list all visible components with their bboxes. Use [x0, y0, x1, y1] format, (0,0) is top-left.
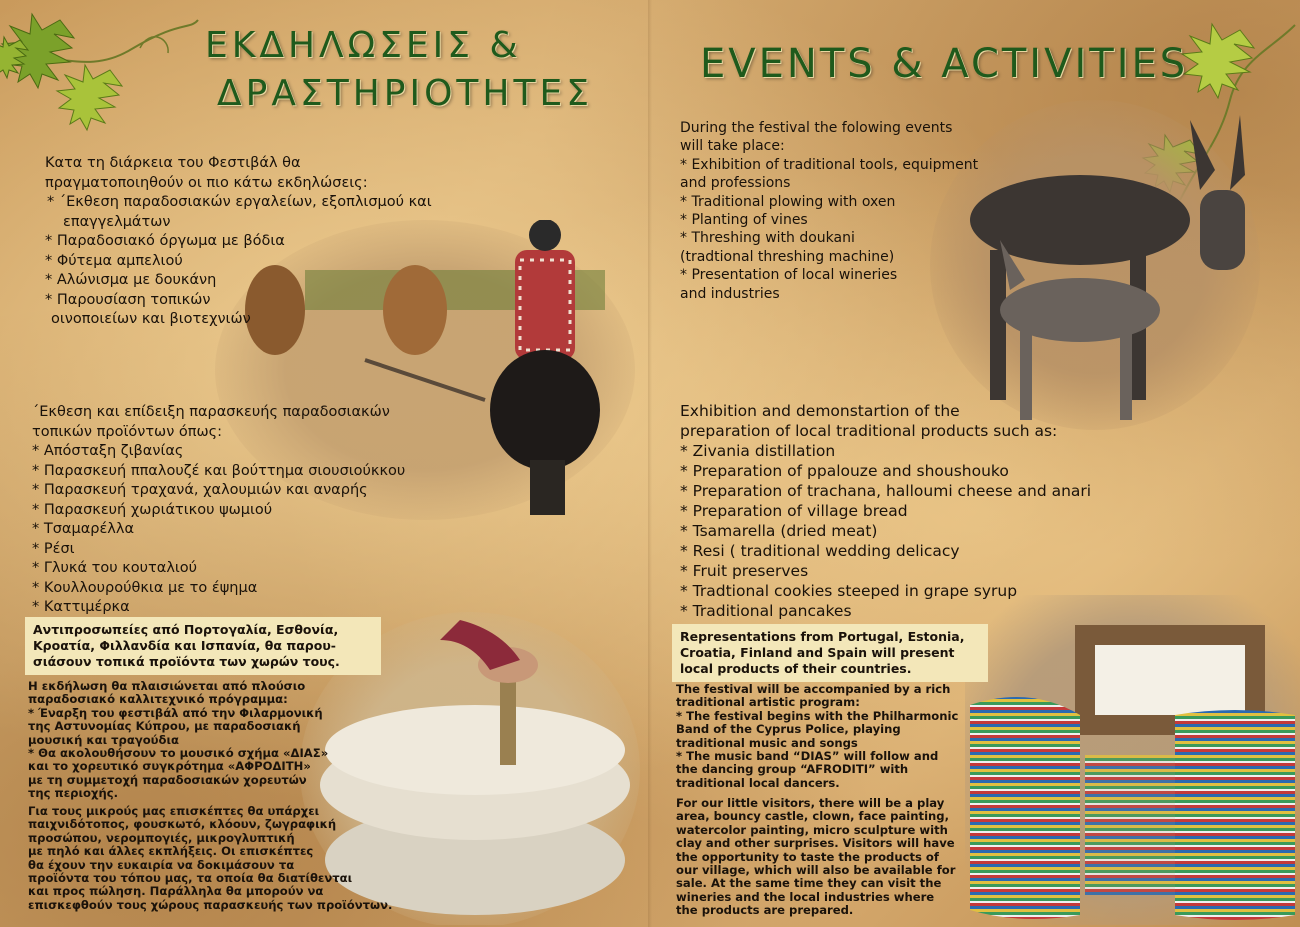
- list-item: * Traditional plowing with oxen: [680, 193, 896, 210]
- list-item: * Presentation of local wineries: [680, 267, 898, 284]
- kids-line: For our little visitors, there will be a play: [676, 796, 945, 810]
- list-item: * Ρέσι: [32, 540, 75, 557]
- program-line: Η εκδήλωση θα πλαισιώνεται από πλούσιο: [28, 679, 306, 693]
- program-line: * The festival begins with the Philharmonic: [676, 708, 959, 723]
- greek-events-list: [45, 154, 432, 330]
- greek-title-line-1: ΕΚΔΗΛΩΣΕΙΣ &: [205, 25, 522, 66]
- greek-representations-box: [25, 617, 381, 675]
- representations-line: Representations from Portugal, Estonia,: [680, 629, 965, 644]
- center-fold: [648, 0, 652, 927]
- list-item: Exhibition and demonstartion of the: [680, 402, 960, 420]
- english-representations-box: [672, 624, 988, 682]
- kids-line: clay and other surprises. Visitors will have: [676, 836, 955, 851]
- program-line: traditional local dancers.: [676, 775, 840, 790]
- list-item: and industries: [680, 285, 780, 302]
- list-item: * Παρασκευή ππαλουζέ και βούττημα σιουσιούκκου: [32, 462, 406, 479]
- list-item: * Preparation of trachana, halloumi cheese and anari: [680, 482, 1092, 500]
- list-item: will take place:: [680, 138, 785, 155]
- greek-events-intro: πραγματοποιηθούν οι πιο κάτω εκδηλώσεις:: [45, 174, 368, 191]
- list-item: * Φύτεμα αμπελιού: [45, 252, 183, 269]
- list-item: επαγγελμάτων: [63, 213, 171, 230]
- program-line: Band of the Cyprus Police, playing: [676, 722, 901, 737]
- greek-products-intro: τοπικών προϊόντων όπως:: [32, 423, 223, 440]
- kids-line: our village, which will also be available for: [676, 863, 956, 878]
- list-item: * Fruit preserves: [680, 562, 809, 580]
- english-events-list: [680, 119, 978, 303]
- program-line: παραδοσιακό καλλιτεχνικό πρόγραμμα:: [28, 692, 288, 707]
- list-item: * Αλώνισμα με δουκάνη: [45, 272, 217, 288]
- list-item: * Resi ( traditional wedding delicacy: [680, 542, 960, 560]
- program-line: traditional artistic program:: [676, 695, 860, 710]
- program-line: the dancing group “AFRODITI” with: [676, 762, 909, 777]
- list-item: * Παραδοσιακό όργωμα με βόδια: [45, 233, 285, 249]
- english-products-list: [680, 401, 1091, 621]
- representations-line: Κροατία, Φιλλανδία και Ισπανία, θα παρου-: [33, 638, 336, 653]
- list-item: (tradtional threshing machine): [680, 248, 895, 265]
- kids-line: και προς πώληση. Παράλληλα θα μπορούν να: [28, 884, 324, 899]
- kids-line: παιχνιδότοπος, φουσκωτό, κλόουν, ζωγραφική: [28, 817, 337, 832]
- english-program-text: [676, 683, 958, 790]
- greek-title: [205, 22, 593, 118]
- list-item: * Traditional pancakes: [680, 602, 852, 620]
- greek-products-intro: ΄Εκθεση και επίδειξη παρασκευής παραδοσιακών: [32, 404, 390, 420]
- kids-line: προϊόντα του τόπου μας, τα οποία θα διατίθενται: [28, 871, 353, 886]
- list-item: * Threshing with doukani: [680, 230, 855, 247]
- list-item: * Τσαμαρέλλα: [32, 521, 135, 537]
- greek-program-text: [28, 680, 328, 801]
- list-item: * Παρασκευή χωριάτικου ψωμιού: [32, 501, 273, 518]
- list-item: * ΄Εκθεση παραδοσιακών εργαλείων, εξοπλισμού και: [47, 194, 432, 210]
- loom-and-rugs-photo: [965, 595, 1300, 925]
- greek-events-intro: Κατα τη διάρκεια του Φεστιβάλ θα: [45, 155, 301, 171]
- program-line: της περιοχής.: [28, 786, 118, 801]
- list-item: * Preparation of ppalouze and shoushouko: [680, 462, 1009, 480]
- vine-leaves-left-decoration: [0, 10, 200, 140]
- kids-line: area, bouncy castle, clown, face painting,: [676, 809, 950, 824]
- program-line: και το χορευτικό συγκρότημα «ΑΦΡΟΔΙΤΗ»: [28, 759, 311, 774]
- english-title: EVENTS & ACTIVITIES: [700, 41, 1189, 87]
- list-item: * Καττιμέρκα: [32, 599, 130, 615]
- kids-line: με πηλό και άλλες εκπλήξεις. Οι επισκέπτες: [28, 844, 314, 859]
- list-item: * Παρασκευή τραχανά, χαλουμιών και αναρής: [32, 482, 368, 498]
- program-line: της Αστυνομίας Κύπρου, με παραδοσιακή: [28, 719, 301, 734]
- program-line: μουσική και τραγούδια: [28, 732, 179, 747]
- greek-products-list: [32, 403, 405, 618]
- kids-line: επισκεφθούν τους χώρους παρασκευής των προϊόντων.: [28, 897, 393, 912]
- kids-line: Για τους μικρούς μας επισκέπτες θα υπάρχει: [28, 804, 320, 818]
- list-item: * Παρουσίαση τοπικών: [45, 291, 211, 308]
- list-item: and professions: [680, 175, 791, 192]
- list-item: * Zivania distillation: [680, 442, 836, 460]
- list-item: * Exhibition of traditional tools, equipment: [680, 156, 979, 173]
- program-line: The festival will be accompanied by a rich: [676, 682, 951, 696]
- list-item: * Preparation of village bread: [680, 502, 908, 520]
- list-item: οινοποιείων και βιοτεχνιών: [51, 311, 251, 327]
- list-item: preparation of local traditional products such as:: [680, 422, 1058, 440]
- list-item: During the festival the folowing events: [680, 120, 953, 136]
- kids-line: the products are prepared.: [676, 903, 854, 918]
- list-item: * Tsamarella (dried meat): [680, 522, 878, 540]
- list-item: * Tradtional cookies steeped in grape syrup: [680, 582, 1018, 600]
- program-line: * The music band “DIAS” will follow and: [676, 749, 939, 764]
- representations-line: Croatia, Finland and Spain will present: [680, 645, 955, 660]
- representations-line: σιάσουν τοπικά προϊόντα των χωρών τους.: [33, 654, 340, 669]
- representations-line: local products of their countries.: [680, 661, 912, 676]
- program-line: με τη συμμετοχή παραδοσιακών χορευτών: [28, 772, 307, 787]
- program-line: traditional music and songs: [676, 735, 858, 750]
- kids-line: wineries and the local industries where: [676, 889, 935, 904]
- kids-line: watercolor painting, micro sculpture with: [676, 822, 948, 837]
- list-item: * Απόσταξη ζιβανίας: [32, 443, 184, 459]
- greek-title-line-2: ΔΡΑΣΤΗΡΙΟΤΗΤΕΣ: [217, 73, 593, 114]
- list-item: * Γλυκά του κουταλιού: [32, 560, 198, 576]
- list-item: * Planting of vines: [680, 212, 808, 229]
- program-line: * Έναρξη του φεστιβάλ από την Φιλαρμονική: [28, 705, 323, 720]
- donkeys-photo: [930, 100, 1260, 430]
- kids-line: θα έχουν την ευκαιρία να δοκιμάσουν τα: [28, 857, 295, 872]
- program-line: * Θα ακολουθήσουν το μουσικό σχήμα «ΔΙΑΣ»: [28, 746, 329, 761]
- representations-line: Αντιπροσωπείες από Πορτογαλία, Εσθονία,: [33, 622, 339, 637]
- kids-line: sale. At the same time they can visit the: [676, 876, 942, 891]
- english-kids-text: [676, 797, 955, 918]
- kids-line: προσώπου, νερομπογιές, μικρογλυπτική: [28, 830, 295, 845]
- greek-kids-text: [28, 805, 392, 912]
- kids-line: the opportunity to taste the products of: [676, 849, 939, 864]
- list-item: * Κουλλουρούθκια με το έψημα: [32, 579, 258, 596]
